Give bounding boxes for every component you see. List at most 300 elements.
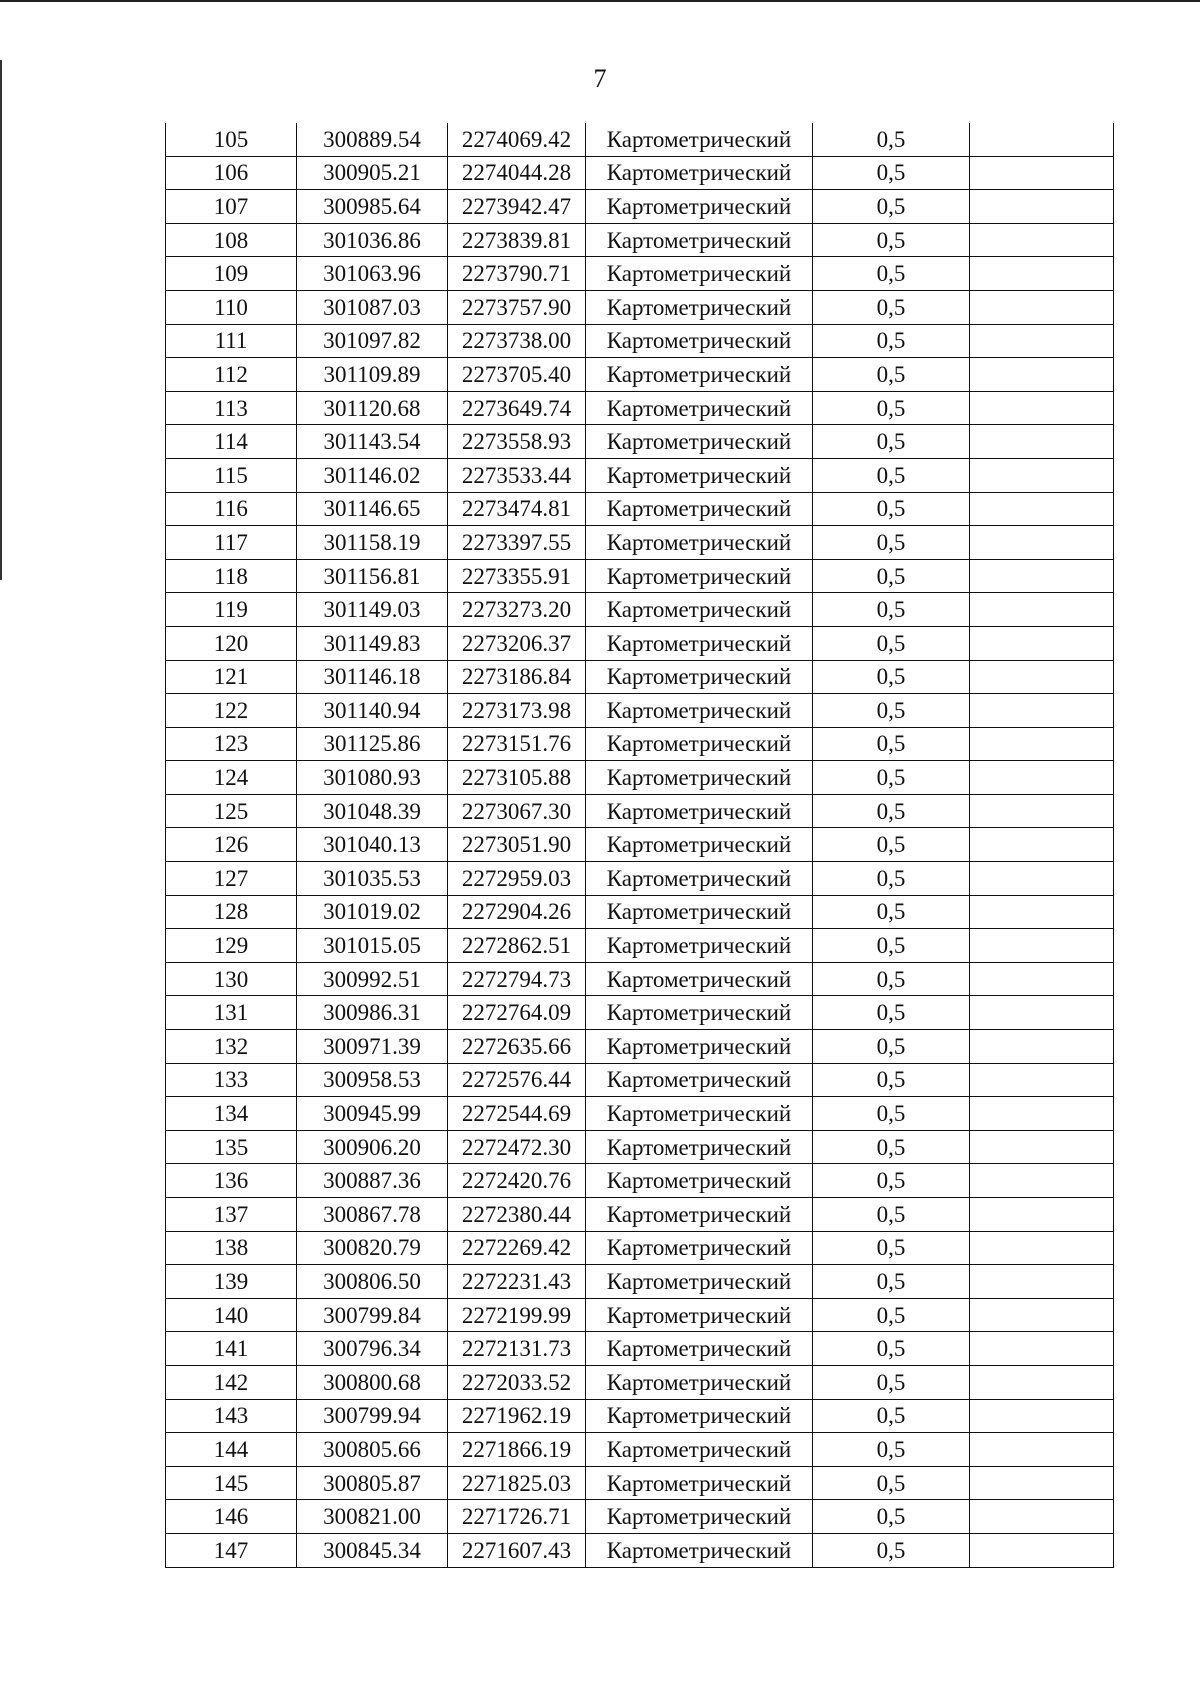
note-cell — [970, 996, 1114, 1030]
point-number-cell: 113 — [166, 391, 297, 425]
note-cell — [970, 1298, 1114, 1332]
y-coordinate-cell: 2274069.42 — [448, 123, 586, 156]
x-coordinate-cell: 300958.53 — [297, 1063, 448, 1097]
x-coordinate-cell: 301063.96 — [297, 257, 448, 291]
table-row — [166, 996, 1114, 1030]
method-cell: Картометрический — [586, 626, 813, 660]
y-coordinate-cell: 2271825.03 — [448, 1466, 586, 1500]
method-cell: Картометрический — [586, 1231, 813, 1265]
accuracy-cell: 0,5 — [813, 1265, 970, 1299]
x-coordinate-cell: 300906.20 — [297, 1130, 448, 1164]
accuracy-cell: 0,5 — [813, 190, 970, 224]
note-cell — [970, 257, 1114, 291]
method-cell: Картометрический — [586, 190, 813, 224]
table-row — [166, 257, 1114, 291]
accuracy-cell: 0,5 — [813, 694, 970, 728]
table-row — [166, 1500, 1114, 1534]
y-coordinate-cell: 2271962.19 — [448, 1399, 586, 1433]
accuracy-cell: 0,5 — [813, 862, 970, 896]
note-cell — [970, 156, 1114, 190]
method-cell: Картометрический — [586, 1265, 813, 1299]
method-cell: Картометрический — [586, 1433, 813, 1467]
table-row — [166, 290, 1114, 324]
point-number-cell: 133 — [166, 1063, 297, 1097]
point-number-cell: 134 — [166, 1097, 297, 1131]
point-number-cell: 107 — [166, 190, 297, 224]
note-cell — [970, 895, 1114, 929]
method-cell: Картометрический — [586, 895, 813, 929]
table-row — [166, 1533, 1114, 1567]
accuracy-cell: 0,5 — [813, 1500, 970, 1534]
x-coordinate-cell: 300805.66 — [297, 1433, 448, 1467]
note-cell — [970, 727, 1114, 761]
point-number-cell: 110 — [166, 290, 297, 324]
method-cell: Картометрический — [586, 223, 813, 257]
point-number-cell: 118 — [166, 559, 297, 593]
accuracy-cell: 0,5 — [813, 290, 970, 324]
point-number-cell: 111 — [166, 324, 297, 358]
y-coordinate-cell: 2273533.44 — [448, 458, 586, 492]
scan-edge-left — [0, 60, 2, 580]
accuracy-cell: 0,5 — [813, 358, 970, 392]
table-row — [166, 1298, 1114, 1332]
accuracy-cell: 0,5 — [813, 1030, 970, 1064]
point-number-cell: 130 — [166, 962, 297, 996]
note-cell — [970, 1198, 1114, 1232]
point-number-cell: 140 — [166, 1298, 297, 1332]
point-number-cell: 143 — [166, 1399, 297, 1433]
method-cell: Картометрический — [586, 1332, 813, 1366]
method-cell: Картометрический — [586, 1097, 813, 1131]
point-number-cell: 121 — [166, 660, 297, 694]
accuracy-cell: 0,5 — [813, 1533, 970, 1567]
point-number-cell: 112 — [166, 358, 297, 392]
table-row — [166, 324, 1114, 358]
y-coordinate-cell: 2272472.30 — [448, 1130, 586, 1164]
method-cell: Картометрический — [586, 290, 813, 324]
note-cell — [970, 694, 1114, 728]
y-coordinate-cell: 2272033.52 — [448, 1365, 586, 1399]
y-coordinate-cell: 2273173.98 — [448, 694, 586, 728]
point-number-cell: 108 — [166, 223, 297, 257]
note-cell — [970, 794, 1114, 828]
note-cell — [970, 425, 1114, 459]
y-coordinate-cell: 2272862.51 — [448, 929, 586, 963]
y-coordinate-cell: 2273397.55 — [448, 526, 586, 560]
table-row — [166, 559, 1114, 593]
note-cell — [970, 1500, 1114, 1534]
table-row — [166, 425, 1114, 459]
note-cell — [970, 626, 1114, 660]
y-coordinate-cell: 2273705.40 — [448, 358, 586, 392]
table-row — [166, 660, 1114, 694]
point-number-cell: 115 — [166, 458, 297, 492]
x-coordinate-cell: 301036.86 — [297, 223, 448, 257]
method-cell: Картометрический — [586, 123, 813, 156]
accuracy-cell: 0,5 — [813, 324, 970, 358]
method-cell: Картометрический — [586, 1399, 813, 1433]
table-row — [166, 761, 1114, 795]
note-cell — [970, 1365, 1114, 1399]
x-coordinate-cell: 300821.00 — [297, 1500, 448, 1534]
method-cell: Картометрический — [586, 1365, 813, 1399]
accuracy-cell: 0,5 — [813, 391, 970, 425]
table-row — [166, 190, 1114, 224]
accuracy-cell: 0,5 — [813, 1332, 970, 1366]
y-coordinate-cell: 2274044.28 — [448, 156, 586, 190]
x-coordinate-cell: 300805.87 — [297, 1466, 448, 1500]
accuracy-cell: 0,5 — [813, 1198, 970, 1232]
x-coordinate-cell: 300867.78 — [297, 1198, 448, 1232]
table-row — [166, 526, 1114, 560]
note-cell — [970, 1097, 1114, 1131]
y-coordinate-cell: 2273649.74 — [448, 391, 586, 425]
scan-edge-top — [0, 0, 1200, 2]
y-coordinate-cell: 2273839.81 — [448, 223, 586, 257]
table-row — [166, 828, 1114, 862]
y-coordinate-cell: 2272635.66 — [448, 1030, 586, 1064]
x-coordinate-cell: 301087.03 — [297, 290, 448, 324]
method-cell: Картометрический — [586, 862, 813, 896]
point-number-cell: 129 — [166, 929, 297, 963]
point-number-cell: 116 — [166, 492, 297, 526]
point-number-cell: 119 — [166, 593, 297, 627]
x-coordinate-cell: 300945.99 — [297, 1097, 448, 1131]
note-cell — [970, 559, 1114, 593]
note-cell — [970, 660, 1114, 694]
x-coordinate-cell: 301080.93 — [297, 761, 448, 795]
point-number-cell: 120 — [166, 626, 297, 660]
point-number-cell: 122 — [166, 694, 297, 728]
x-coordinate-cell: 301140.94 — [297, 694, 448, 728]
accuracy-cell: 0,5 — [813, 929, 970, 963]
method-cell: Картометрический — [586, 1298, 813, 1332]
table-row — [166, 1164, 1114, 1198]
table-row — [166, 1198, 1114, 1232]
table-row — [166, 626, 1114, 660]
y-coordinate-cell: 2273790.71 — [448, 257, 586, 291]
method-cell: Картометрический — [586, 694, 813, 728]
point-number-cell: 127 — [166, 862, 297, 896]
x-coordinate-cell: 300845.34 — [297, 1533, 448, 1567]
point-number-cell: 139 — [166, 1265, 297, 1299]
method-cell: Картометрический — [586, 1030, 813, 1064]
table-row — [166, 794, 1114, 828]
y-coordinate-cell: 2272420.76 — [448, 1164, 586, 1198]
y-coordinate-cell: 2272131.73 — [448, 1332, 586, 1366]
method-cell: Картометрический — [586, 727, 813, 761]
point-number-cell: 114 — [166, 425, 297, 459]
accuracy-cell: 0,5 — [813, 962, 970, 996]
point-number-cell: 142 — [166, 1365, 297, 1399]
y-coordinate-cell: 2273151.76 — [448, 727, 586, 761]
note-cell — [970, 526, 1114, 560]
point-number-cell: 147 — [166, 1533, 297, 1567]
table-row — [166, 1130, 1114, 1164]
x-coordinate-cell: 300889.54 — [297, 123, 448, 156]
y-coordinate-cell: 2273067.30 — [448, 794, 586, 828]
x-coordinate-cell: 301146.65 — [297, 492, 448, 526]
table-row — [166, 1466, 1114, 1500]
x-coordinate-cell: 301120.68 — [297, 391, 448, 425]
method-cell: Картометрический — [586, 1164, 813, 1198]
accuracy-cell: 0,5 — [813, 156, 970, 190]
table-row — [166, 223, 1114, 257]
table-row — [166, 1097, 1114, 1131]
y-coordinate-cell: 2273474.81 — [448, 492, 586, 526]
x-coordinate-cell: 301143.54 — [297, 425, 448, 459]
accuracy-cell: 0,5 — [813, 1231, 970, 1265]
table-row — [166, 1365, 1114, 1399]
note-cell — [970, 1466, 1114, 1500]
point-number-cell: 125 — [166, 794, 297, 828]
note-cell — [970, 828, 1114, 862]
x-coordinate-cell: 301035.53 — [297, 862, 448, 896]
note-cell — [970, 391, 1114, 425]
y-coordinate-cell: 2273105.88 — [448, 761, 586, 795]
note-cell — [970, 223, 1114, 257]
method-cell: Картометрический — [586, 1063, 813, 1097]
point-number-cell: 137 — [166, 1198, 297, 1232]
note-cell — [970, 123, 1114, 156]
x-coordinate-cell: 300799.84 — [297, 1298, 448, 1332]
point-number-cell: 126 — [166, 828, 297, 862]
point-number-cell: 123 — [166, 727, 297, 761]
method-cell: Картометрический — [586, 1533, 813, 1567]
table-row — [166, 156, 1114, 190]
y-coordinate-cell: 2272764.09 — [448, 996, 586, 1030]
note-cell — [970, 458, 1114, 492]
table-row — [166, 492, 1114, 526]
x-coordinate-cell: 300985.64 — [297, 190, 448, 224]
x-coordinate-cell: 301156.81 — [297, 559, 448, 593]
x-coordinate-cell: 300806.50 — [297, 1265, 448, 1299]
point-number-cell: 124 — [166, 761, 297, 795]
point-number-cell: 106 — [166, 156, 297, 190]
accuracy-cell: 0,5 — [813, 1063, 970, 1097]
note-cell — [970, 929, 1114, 963]
point-number-cell: 135 — [166, 1130, 297, 1164]
note-cell — [970, 1399, 1114, 1433]
accuracy-cell: 0,5 — [813, 593, 970, 627]
note-cell — [970, 862, 1114, 896]
method-cell: Картометрический — [586, 526, 813, 560]
y-coordinate-cell: 2272199.99 — [448, 1298, 586, 1332]
note-cell — [970, 962, 1114, 996]
y-coordinate-cell: 2272576.44 — [448, 1063, 586, 1097]
y-coordinate-cell: 2272959.03 — [448, 862, 586, 896]
accuracy-cell: 0,5 — [813, 1097, 970, 1131]
accuracy-cell: 0,5 — [813, 257, 970, 291]
x-coordinate-cell: 301125.86 — [297, 727, 448, 761]
note-cell — [970, 1063, 1114, 1097]
accuracy-cell: 0,5 — [813, 223, 970, 257]
method-cell: Картометрический — [586, 1500, 813, 1534]
point-number-cell: 132 — [166, 1030, 297, 1064]
y-coordinate-cell: 2273738.00 — [448, 324, 586, 358]
accuracy-cell: 0,5 — [813, 1433, 970, 1467]
point-number-cell: 141 — [166, 1332, 297, 1366]
table-row — [166, 358, 1114, 392]
x-coordinate-cell: 300820.79 — [297, 1231, 448, 1265]
x-coordinate-cell: 301109.89 — [297, 358, 448, 392]
x-coordinate-cell: 300971.39 — [297, 1030, 448, 1064]
x-coordinate-cell: 301040.13 — [297, 828, 448, 862]
method-cell: Картометрический — [586, 660, 813, 694]
note-cell — [970, 1231, 1114, 1265]
note-cell — [970, 1030, 1114, 1064]
x-coordinate-cell: 301097.82 — [297, 324, 448, 358]
method-cell: Картометрический — [586, 996, 813, 1030]
y-coordinate-cell: 2273355.91 — [448, 559, 586, 593]
x-coordinate-cell: 300887.36 — [297, 1164, 448, 1198]
x-coordinate-cell: 301158.19 — [297, 526, 448, 560]
method-cell: Картометрический — [586, 425, 813, 459]
accuracy-cell: 0,5 — [813, 1399, 970, 1433]
point-number-cell: 144 — [166, 1433, 297, 1467]
accuracy-cell: 0,5 — [813, 727, 970, 761]
x-coordinate-cell: 301015.05 — [297, 929, 448, 963]
table-row — [166, 895, 1114, 929]
accuracy-cell: 0,5 — [813, 425, 970, 459]
method-cell: Картометрический — [586, 391, 813, 425]
note-cell — [970, 593, 1114, 627]
y-coordinate-cell: 2271607.43 — [448, 1533, 586, 1567]
table-row — [166, 694, 1114, 728]
y-coordinate-cell: 2272904.26 — [448, 895, 586, 929]
table-row — [166, 862, 1114, 896]
y-coordinate-cell: 2272380.44 — [448, 1198, 586, 1232]
y-coordinate-cell: 2273051.90 — [448, 828, 586, 862]
table-row — [166, 1433, 1114, 1467]
point-number-cell: 145 — [166, 1466, 297, 1500]
point-number-cell: 136 — [166, 1164, 297, 1198]
point-number-cell: 105 — [166, 123, 297, 156]
note-cell — [970, 324, 1114, 358]
coordinates-table-body — [166, 123, 1114, 1567]
y-coordinate-cell: 2272231.43 — [448, 1265, 586, 1299]
method-cell: Картометрический — [586, 324, 813, 358]
accuracy-cell: 0,5 — [813, 1365, 970, 1399]
accuracy-cell: 0,5 — [813, 895, 970, 929]
note-cell — [970, 1265, 1114, 1299]
method-cell: Картометрический — [586, 929, 813, 963]
note-cell — [970, 290, 1114, 324]
x-coordinate-cell: 301146.02 — [297, 458, 448, 492]
page-number: 7 — [593, 64, 607, 93]
table-row — [166, 1030, 1114, 1064]
table-row — [166, 391, 1114, 425]
y-coordinate-cell: 2273206.37 — [448, 626, 586, 660]
x-coordinate-cell: 300796.34 — [297, 1332, 448, 1366]
table-row — [166, 727, 1114, 761]
note-cell — [970, 492, 1114, 526]
point-number-cell: 131 — [166, 996, 297, 1030]
x-coordinate-cell: 301149.03 — [297, 593, 448, 627]
x-coordinate-cell: 300905.21 — [297, 156, 448, 190]
point-number-cell: 146 — [166, 1500, 297, 1534]
x-coordinate-cell: 300992.51 — [297, 962, 448, 996]
y-coordinate-cell: 2273273.20 — [448, 593, 586, 627]
coordinates-table — [165, 123, 1114, 1568]
accuracy-cell: 0,5 — [813, 458, 970, 492]
note-cell — [970, 1332, 1114, 1366]
x-coordinate-cell: 301146.18 — [297, 660, 448, 694]
x-coordinate-cell: 301019.02 — [297, 895, 448, 929]
method-cell: Картометрический — [586, 593, 813, 627]
table-row — [166, 1231, 1114, 1265]
method-cell: Картометрический — [586, 156, 813, 190]
table-row — [166, 1265, 1114, 1299]
table-row — [166, 123, 1114, 156]
y-coordinate-cell: 2271866.19 — [448, 1433, 586, 1467]
method-cell: Картометрический — [586, 794, 813, 828]
table-row — [166, 929, 1114, 963]
y-coordinate-cell: 2272544.69 — [448, 1097, 586, 1131]
note-cell — [970, 1433, 1114, 1467]
accuracy-cell: 0,5 — [813, 1298, 970, 1332]
table-row — [166, 593, 1114, 627]
method-cell: Картометрический — [586, 458, 813, 492]
method-cell: Картометрический — [586, 492, 813, 526]
method-cell: Картометрический — [586, 828, 813, 862]
accuracy-cell: 0,5 — [813, 559, 970, 593]
method-cell: Картометрический — [586, 1130, 813, 1164]
accuracy-cell: 0,5 — [813, 1164, 970, 1198]
point-number-cell: 109 — [166, 257, 297, 291]
table-row — [166, 962, 1114, 996]
point-number-cell: 138 — [166, 1231, 297, 1265]
x-coordinate-cell: 300800.68 — [297, 1365, 448, 1399]
method-cell: Картометрический — [586, 1198, 813, 1232]
table-row — [166, 458, 1114, 492]
table-row — [166, 1063, 1114, 1097]
accuracy-cell: 0,5 — [813, 828, 970, 862]
point-number-cell: 128 — [166, 895, 297, 929]
accuracy-cell: 0,5 — [813, 660, 970, 694]
note-cell — [970, 761, 1114, 795]
point-number-cell: 117 — [166, 526, 297, 560]
accuracy-cell: 0,5 — [813, 626, 970, 660]
y-coordinate-cell: 2273757.90 — [448, 290, 586, 324]
y-coordinate-cell: 2272269.42 — [448, 1231, 586, 1265]
x-coordinate-cell: 300986.31 — [297, 996, 448, 1030]
accuracy-cell: 0,5 — [813, 996, 970, 1030]
y-coordinate-cell: 2273186.84 — [448, 660, 586, 694]
method-cell: Картометрический — [586, 962, 813, 996]
method-cell: Картометрический — [586, 358, 813, 392]
x-coordinate-cell: 301048.39 — [297, 794, 448, 828]
table-row — [166, 1332, 1114, 1366]
accuracy-cell: 0,5 — [813, 794, 970, 828]
y-coordinate-cell: 2271726.71 — [448, 1500, 586, 1534]
method-cell: Картометрический — [586, 559, 813, 593]
accuracy-cell: 0,5 — [813, 492, 970, 526]
note-cell — [970, 1164, 1114, 1198]
accuracy-cell: 0,5 — [813, 123, 970, 156]
table-row — [166, 1399, 1114, 1433]
x-coordinate-cell: 300799.94 — [297, 1399, 448, 1433]
note-cell — [970, 1533, 1114, 1567]
accuracy-cell: 0,5 — [813, 1466, 970, 1500]
accuracy-cell: 0,5 — [813, 1130, 970, 1164]
method-cell: Картометрический — [586, 1466, 813, 1500]
x-coordinate-cell: 301149.83 — [297, 626, 448, 660]
y-coordinate-cell: 2273558.93 — [448, 425, 586, 459]
note-cell — [970, 190, 1114, 224]
y-coordinate-cell: 2273942.47 — [448, 190, 586, 224]
note-cell — [970, 358, 1114, 392]
